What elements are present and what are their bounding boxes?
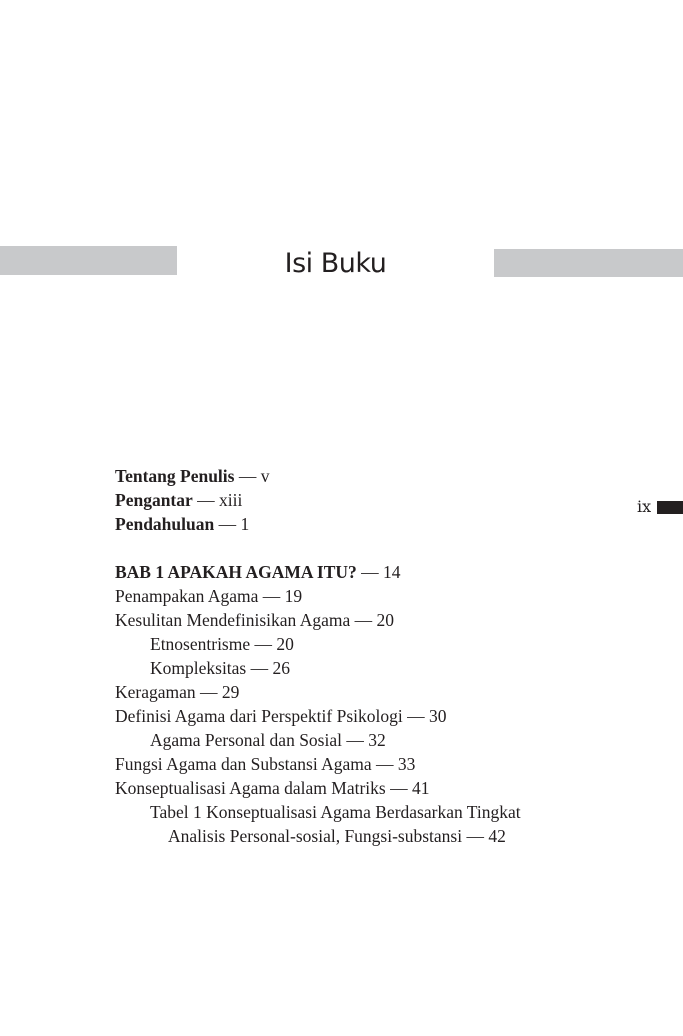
toc-separator: — [376, 754, 394, 774]
toc-separator: — [254, 634, 272, 654]
toc-entry-page: 42 [488, 826, 506, 846]
toc-separator: — [361, 562, 379, 582]
toc-entry-label: Agama Personal dan Sosial [150, 730, 342, 750]
page-tab-marker [657, 501, 683, 514]
toc-entry-label: Tabel 1 Konseptualisasi Agama Berdasarkan Tingkat [150, 802, 521, 822]
toc-separator: — [262, 586, 281, 606]
toc-entry-penampakan-agama[interactable] [115, 584, 635, 608]
toc-entry-label: BAB 1 APAKAH AGAMA ITU? [115, 562, 357, 582]
toc-entry-keragaman[interactable] [115, 680, 635, 704]
toc-entry-label: Pendahuluan [115, 514, 215, 534]
toc-entry-pengantar[interactable] [115, 488, 635, 512]
toc-entry-label: Definisi Agama dari Perspektif Psikologi [115, 706, 403, 726]
toc-separator: — [197, 490, 215, 510]
toc-entry-label: Penampakan Agama [115, 586, 259, 606]
toc-separator: — [354, 610, 373, 630]
toc-entry-page: 29 [221, 682, 240, 702]
toc-separator: — [466, 826, 484, 846]
toc-entry-konseptualisasi-agama[interactable] [115, 776, 635, 800]
toc-separator: — [250, 658, 269, 678]
toc-entry-page: 32 [368, 730, 386, 750]
toc-entry-label: Etnosentrisme [150, 634, 251, 654]
toc-entry-label-continued: Analisis Personal-sosial, Fungsi-substansi [168, 826, 463, 846]
toc-entry-page: v [260, 466, 270, 486]
toc-entry-label: Fungsi Agama dan Substansi Agama [115, 754, 372, 774]
toc-separator: — [218, 514, 237, 534]
toc-entry-page: 1 [240, 514, 250, 534]
toc-entry-page: 19 [284, 586, 303, 606]
toc-entry-page: 20 [276, 634, 294, 654]
toc-entry-page: 20 [376, 610, 394, 630]
toc-entry-tabel-1-continued[interactable] [115, 824, 635, 848]
toc-entry-kesulitan-mendefinisikan[interactable] [115, 608, 635, 632]
toc-spacer [115, 536, 635, 560]
toc-separator: — [238, 466, 257, 486]
toc-entry-label: Pengantar [115, 490, 193, 510]
toc-entry-label: Keragaman [115, 682, 196, 702]
title-bar-right [494, 249, 683, 277]
toc-entry-label: Kompleksitas [150, 658, 247, 678]
toc-separator: — [390, 778, 408, 798]
table-of-contents [115, 464, 635, 848]
toc-entry-label: Konseptualisasi Agama dalam Matriks [115, 778, 386, 798]
toc-entry-page: 33 [397, 754, 416, 774]
toc-separator: — [200, 682, 218, 702]
page-title: Isi Buku [284, 248, 387, 279]
toc-separator: — [346, 730, 364, 750]
page-number: ix [637, 497, 652, 516]
toc-entry-page: 14 [383, 562, 401, 582]
toc-entry-definisi-agama[interactable] [115, 704, 635, 728]
toc-entry-tentang-penulis[interactable] [115, 464, 635, 488]
title-bar-left [0, 246, 177, 275]
toc-entry-etnosentrisme[interactable] [115, 632, 635, 656]
toc-entry-fungsi-agama[interactable] [115, 752, 635, 776]
toc-separator: — [407, 706, 425, 726]
toc-entry-page: xiii [219, 490, 243, 510]
toc-entry-bab-1[interactable] [115, 560, 635, 584]
toc-entry-page: 41 [411, 778, 430, 798]
toc-entry-label: Tentang Penulis [115, 466, 235, 486]
toc-entry-label: Kesulitan Mendefinisikan Agama [115, 610, 351, 630]
toc-entry-page: 30 [429, 706, 447, 726]
toc-entry-tabel-1[interactable] [115, 800, 635, 824]
toc-entry-kompleksitas[interactable] [115, 656, 635, 680]
toc-entry-pendahuluan[interactable] [115, 512, 635, 536]
toc-entry-agama-personal[interactable] [115, 728, 635, 752]
toc-entry-page: 26 [272, 658, 290, 678]
